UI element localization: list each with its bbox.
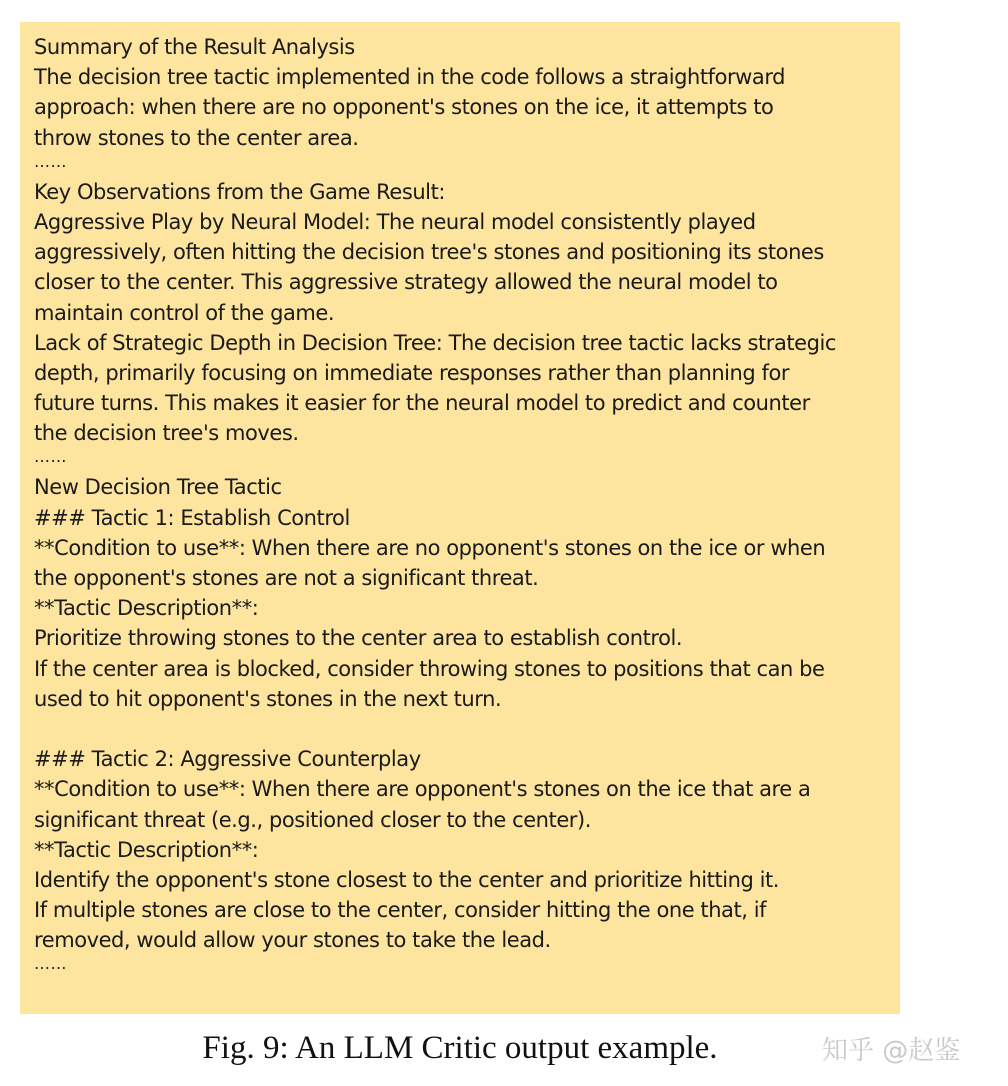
text-line: Identify the opponent's stone closest to the center and prioritize hitting it. bbox=[34, 867, 779, 892]
text-line: The decision tree tactic implemented in the code follows a straightforward bbox=[34, 65, 786, 90]
text-line: Prioritize throwing stones to the center area to establish control. bbox=[34, 626, 683, 651]
text-line: **Tactic Description**: bbox=[34, 837, 259, 862]
text-line: aggressively, often hitting the decision tree's stones and positioning its stones bbox=[34, 240, 824, 265]
section-key-observations bbox=[34, 177, 886, 473]
tactic-heading: ### Tactic 2: Aggressive Counterplay bbox=[34, 747, 421, 772]
section-heading: Key Observations from the Game Result: bbox=[34, 179, 445, 204]
ellipsis: …… bbox=[34, 954, 67, 974]
section-heading: Summary of the Result Analysis bbox=[34, 35, 355, 59]
tactic-heading: ### Tactic 1: Establish Control bbox=[34, 505, 350, 530]
text-line: **Condition to use**: When there are opponent's stones on the ice that are a bbox=[34, 777, 811, 802]
text-line: If multiple stones are close to the center, consider hitting the one that, if bbox=[34, 898, 767, 923]
critic-output-panel bbox=[20, 22, 900, 1014]
ellipsis: …… bbox=[34, 151, 67, 171]
text-line: future turns. This makes it easier for the neural model to predict and counter bbox=[34, 391, 810, 416]
text-line: removed, would allow your stones to take the lead. bbox=[34, 928, 551, 953]
text-line: depth, primarily focusing on immediate responses rather than planning for bbox=[34, 360, 790, 385]
section-new-tactic bbox=[34, 472, 886, 979]
text-line: **Condition to use**: When there are no opponent's stones on the ice or when bbox=[34, 535, 826, 560]
text-line: If the center area is blocked, consider throwing stones to positions that can be bbox=[34, 656, 825, 681]
text-line: used to hit opponent's stones in the next turn. bbox=[34, 686, 502, 711]
ellipsis: …… bbox=[34, 447, 67, 467]
text-line: closer to the center. This aggressive strategy allowed the neural model to bbox=[34, 270, 778, 295]
section-heading: New Decision Tree Tactic bbox=[34, 475, 282, 500]
text-line: the opponent's stones are not a significant threat. bbox=[34, 566, 539, 590]
text-line: the decision tree's moves. bbox=[34, 421, 299, 446]
text-line: Lack of Strategic Depth in Decision Tree: The decision tree tactic lacks strategic bbox=[34, 330, 837, 355]
text-line: throw stones to the center area. bbox=[34, 125, 359, 150]
figure-caption: Fig. 9: An LLM Critic output example. bbox=[202, 1030, 718, 1066]
text-line: maintain control of the game. bbox=[34, 300, 335, 325]
text-line: Aggressive Play by Neural Model: The neural model consistently played bbox=[34, 209, 756, 234]
blank-line bbox=[34, 714, 886, 744]
text-line: approach: when there are no opponent's stones on the ice, it attempts to bbox=[34, 95, 774, 120]
text-line: **Tactic Description**: bbox=[34, 596, 259, 621]
text-line: significant threat (e.g., positioned closer to the center). bbox=[34, 807, 591, 832]
watermark: 知乎 @赵鉴 bbox=[822, 1036, 961, 1066]
section-result-summary bbox=[34, 32, 886, 177]
